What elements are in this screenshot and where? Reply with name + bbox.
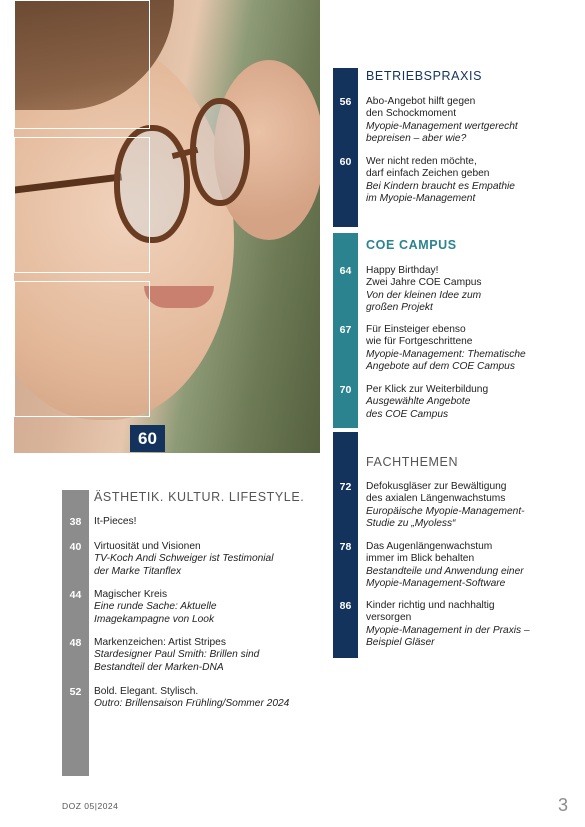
toc-entry-subtitle: im Myopie-Management bbox=[366, 193, 476, 205]
toc-entry-subtitle: Bestandteil der Marken-DNA bbox=[94, 661, 224, 673]
toc-entry-title: den Schockmoment bbox=[366, 108, 457, 120]
toc-entry-subtitle: Myopie-Management in der Praxis – bbox=[366, 624, 530, 636]
photo-frame-middle bbox=[14, 137, 150, 273]
toc-entry[interactable] bbox=[366, 600, 530, 650]
photo-frame-bottom bbox=[14, 281, 150, 417]
smile-shape bbox=[144, 286, 214, 308]
footer-page-number: 3 bbox=[558, 795, 569, 815]
toc-entry-subtitle: Imagekampagne von Look bbox=[94, 613, 215, 625]
toc-page-number[interactable]: 78 bbox=[339, 541, 352, 553]
toc-entry-title: Das Augenlängenwachstum bbox=[366, 541, 493, 552]
section-title-coe-campus: COE CAMPUS bbox=[366, 238, 457, 252]
toc-entry-title: Markenzeichen: Artist Stripes bbox=[94, 637, 226, 648]
toc-entry-title: Virtuosität und Visionen bbox=[94, 541, 201, 552]
toc-page-number[interactable]: 56 bbox=[339, 96, 352, 108]
toc-entry-title: Für Einsteiger ebenso bbox=[366, 324, 466, 335]
toc-entry-subtitle: Europäische Myopie-Management- bbox=[366, 505, 525, 517]
toc-entry-title: immer im Blick behalten bbox=[366, 553, 475, 565]
toc-entry-title: Magischer Kreis bbox=[94, 589, 168, 600]
section-title-betriebspraxis: BETRIEBSPRAXIS bbox=[366, 69, 483, 83]
toc-entry[interactable] bbox=[366, 481, 525, 531]
toc-page-number[interactable]: 60 bbox=[339, 156, 352, 168]
toc-page-number[interactable]: 86 bbox=[339, 600, 352, 612]
toc-entry[interactable] bbox=[366, 156, 515, 206]
toc-page-number[interactable]: 67 bbox=[339, 324, 352, 336]
toc-entry[interactable] bbox=[94, 541, 274, 578]
toc-page-number[interactable]: 64 bbox=[339, 265, 352, 277]
toc-entry[interactable] bbox=[366, 265, 482, 315]
toc-entry-title: Abo-Angebot hilft gegen bbox=[366, 96, 476, 107]
section-title-aesthetik: ÄSTHETIK. KULTUR. LIFESTYLE. bbox=[94, 490, 305, 504]
toc-entry[interactable] bbox=[366, 541, 524, 591]
toc-entry-title: It-Pieces! bbox=[94, 516, 137, 527]
toc-entry[interactable] bbox=[94, 516, 136, 528]
toc-entry-title: Happy Birthday! bbox=[366, 265, 439, 276]
toc-entry-subtitle: großen Projekt bbox=[366, 302, 433, 314]
toc-entry[interactable] bbox=[366, 96, 518, 146]
toc-entry-subtitle: Beispiel Gläser bbox=[366, 637, 435, 649]
footer-issue: DOZ 05|2024 bbox=[62, 801, 119, 811]
toc-entry-title: darf einfach Zeichen geben bbox=[366, 168, 490, 180]
section-title-fachthemen: FACHTHEMEN bbox=[366, 455, 459, 469]
toc-entry-subtitle: Bei Kindern braucht es Empathie bbox=[366, 180, 515, 192]
toc-entry-subtitle: Studie zu „Myoless“ bbox=[366, 518, 456, 530]
toc-entry[interactable] bbox=[94, 686, 289, 711]
toc-entry-subtitle: Myopie-Management wertgerecht bbox=[366, 120, 518, 132]
toc-entry-subtitle: der Marke Titanflex bbox=[94, 565, 182, 577]
glasses-lens-right bbox=[190, 98, 250, 206]
toc-entry-subtitle: Stardesigner Paul Smith: Brillen sind bbox=[94, 649, 260, 661]
toc-page-number[interactable]: 40 bbox=[69, 541, 82, 553]
toc-entry[interactable] bbox=[366, 324, 526, 374]
toc-page-number[interactable]: 70 bbox=[339, 384, 352, 396]
aesthetik-bar bbox=[62, 490, 89, 776]
toc-entry[interactable] bbox=[94, 637, 259, 674]
photo-page-tag[interactable]: 60 bbox=[130, 425, 165, 452]
toc-entry[interactable] bbox=[94, 589, 217, 626]
photo-frame-top bbox=[14, 0, 150, 129]
toc-entry-subtitle: des COE Campus bbox=[366, 408, 449, 420]
betriebspraxis-bar bbox=[333, 68, 358, 227]
toc-page-number[interactable]: 38 bbox=[69, 516, 82, 528]
toc-page-number[interactable]: 48 bbox=[69, 637, 82, 649]
toc-entry-subtitle: Von der kleinen Idee zum bbox=[366, 289, 482, 301]
toc-entry-subtitle: Eine runde Sache: Aktuelle bbox=[94, 601, 217, 613]
toc-page-number[interactable]: 52 bbox=[69, 686, 82, 698]
toc-entry-title: versorgen bbox=[366, 612, 412, 624]
toc-entry-title: Bold. Elegant. Stylisch. bbox=[94, 686, 199, 697]
toc-entry-subtitle: TV-Koch Andi Schweiger ist Testimonial bbox=[94, 553, 274, 565]
toc-entry-title: Wer nicht reden möchte, bbox=[366, 156, 477, 167]
toc-entry-title: Zwei Jahre COE Campus bbox=[366, 277, 482, 289]
toc-entry[interactable] bbox=[366, 384, 488, 421]
toc-page-number[interactable]: 72 bbox=[339, 481, 352, 493]
toc-entry-title: des axialen Längenwachstums bbox=[366, 493, 506, 505]
toc-entry-title: Kinder richtig und nachhaltig bbox=[366, 600, 495, 611]
toc-entry-subtitle: Angebote auf dem COE Campus bbox=[366, 361, 515, 373]
toc-page-number[interactable]: 44 bbox=[69, 589, 82, 601]
toc-entry-subtitle: bepreisen – aber wie? bbox=[366, 133, 467, 145]
toc-entry-subtitle: Ausgewählte Angebote bbox=[366, 396, 471, 408]
toc-entry-title: Per Klick zur Weiterbildung bbox=[366, 384, 489, 395]
toc-entry-subtitle: Outro: Brillensaison Frühling/Sommer 2024 bbox=[94, 698, 290, 710]
toc-entry-subtitle: Bestandteile und Anwendung einer bbox=[366, 565, 524, 577]
toc-entry-title: wie für Fortgeschrittene bbox=[366, 336, 473, 348]
toc-entry-subtitle: Myopie-Management-Software bbox=[366, 578, 506, 590]
toc-entry-title: Defokusgläser zur Bewältigung bbox=[366, 481, 507, 492]
toc-entry-subtitle: Myopie-Management: Thematische bbox=[366, 348, 526, 360]
